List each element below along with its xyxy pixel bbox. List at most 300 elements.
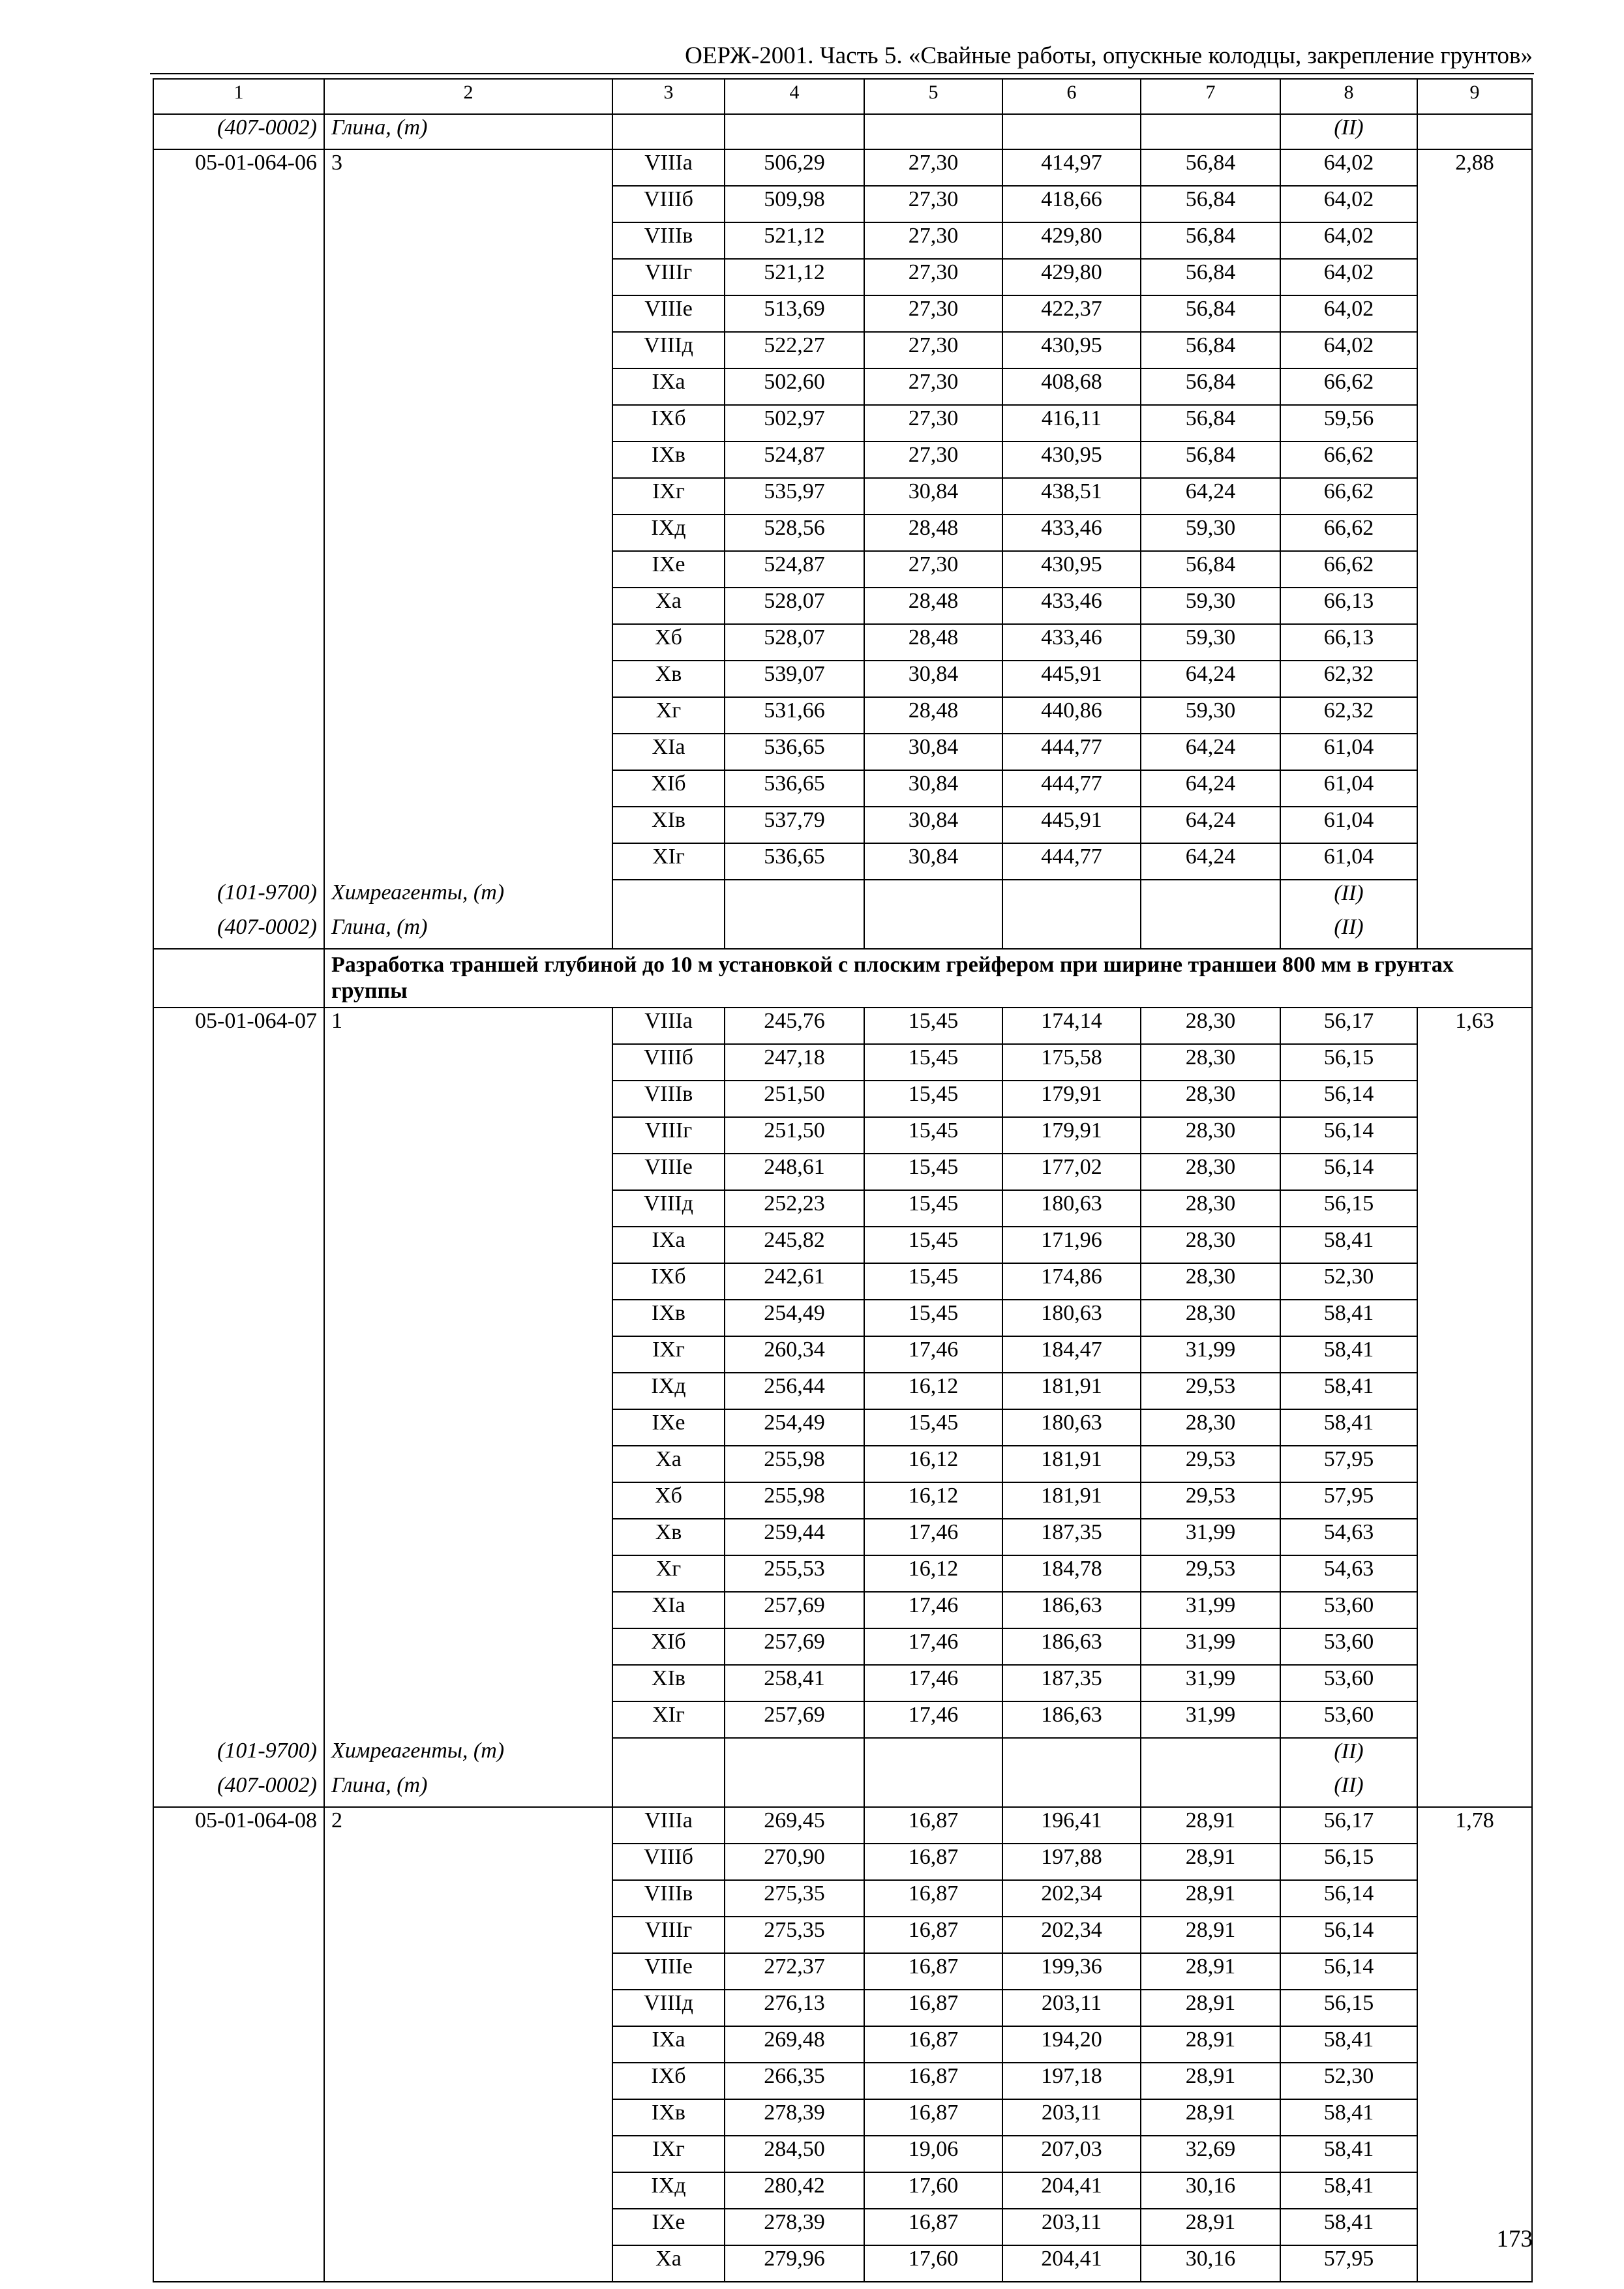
machine-cost: 186,63 (1002, 1592, 1141, 1628)
rate-row (153, 1555, 1532, 1592)
empty-cell (1417, 1917, 1532, 1953)
rate-row (153, 1628, 1532, 1665)
empty-cell (1417, 2099, 1532, 2136)
materials-cost: 53,60 (1280, 1628, 1417, 1665)
empty-cell (153, 2136, 324, 2172)
empty-cell (153, 1263, 324, 1300)
machine-cost: 444,77 (1002, 770, 1141, 807)
column-number: 8 (1280, 79, 1417, 114)
materials-cost: 56,15 (1280, 1990, 1417, 2026)
materials-cost: 58,41 (1280, 1409, 1417, 1446)
machine-cost: 422,37 (1002, 295, 1141, 332)
total-cost: 257,69 (725, 1628, 864, 1665)
wages: 15,45 (864, 1117, 1002, 1154)
empty-cell (324, 2026, 612, 2063)
materials-cost: 61,04 (1280, 770, 1417, 807)
empty-cell (1417, 1336, 1532, 1373)
rate-row (153, 259, 1532, 295)
rate-row (153, 843, 1532, 880)
operator-wages: 56,84 (1141, 222, 1280, 259)
soil-group: Xб (612, 624, 725, 661)
empty-cell (1417, 2136, 1532, 2172)
operator-wages: 30,16 (1141, 2245, 1280, 2282)
wages: 15,45 (864, 1263, 1002, 1300)
empty-cell (1141, 880, 1280, 914)
empty-cell (153, 405, 324, 441)
total-cost: 275,35 (725, 1880, 864, 1917)
wages: 30,84 (864, 661, 1002, 697)
operator-wages: 29,53 (1141, 1482, 1280, 1519)
empty-cell (864, 1773, 1002, 1807)
wages: 27,30 (864, 368, 1002, 405)
empty-cell (153, 1300, 324, 1336)
rate-row (153, 149, 1532, 186)
rate-row (153, 1844, 1532, 1880)
soil-group: Xг (612, 697, 725, 734)
machine-cost: 197,18 (1002, 2063, 1141, 2099)
empty-cell (324, 1300, 612, 1336)
materials-cost: 58,41 (1280, 2099, 1417, 2136)
materials-cost: 61,04 (1280, 807, 1417, 843)
soil-group: VIIIв (612, 1880, 725, 1917)
empty-cell (1417, 441, 1532, 478)
material-row (153, 114, 1532, 149)
machine-cost: 414,97 (1002, 149, 1141, 186)
wages: 15,45 (864, 1154, 1002, 1190)
operator-wages: 31,99 (1141, 1336, 1280, 1373)
operator-wages: 64,24 (1141, 734, 1280, 770)
total-cost: 521,12 (725, 259, 864, 295)
wages: 16,12 (864, 1373, 1002, 1409)
empty-cell (153, 1519, 324, 1555)
rate-row (153, 368, 1532, 405)
empty-cell (1417, 1953, 1532, 1990)
wages: 28,48 (864, 588, 1002, 624)
operator-wages: 28,30 (1141, 1263, 1280, 1300)
material-code: (407-0002) (153, 1773, 324, 1807)
machine-cost: 194,20 (1002, 2026, 1141, 2063)
operator-wages: 28,91 (1141, 2209, 1280, 2245)
materials-cost: 56,15 (1280, 1844, 1417, 1880)
materials-cost: 66,13 (1280, 588, 1417, 624)
total-cost: 245,82 (725, 1227, 864, 1263)
operator-wages: 56,84 (1141, 259, 1280, 295)
empty-cell (1417, 515, 1532, 551)
soil-group: VIIIг (612, 1117, 725, 1154)
empty-cell (153, 949, 324, 1008)
soil-group: IXе (612, 2209, 725, 2245)
wages: 27,30 (864, 332, 1002, 368)
material-unit: (II) (1280, 114, 1417, 149)
empty-cell (1417, 1044, 1532, 1081)
empty-cell (864, 914, 1002, 949)
empty-cell (725, 1773, 864, 1807)
empty-cell (324, 1044, 612, 1081)
wages: 15,45 (864, 1190, 1002, 1227)
total-cost: 528,56 (725, 515, 864, 551)
empty-cell (153, 1917, 324, 1953)
soil-group: VIIIг (612, 259, 725, 295)
materials-cost: 64,02 (1280, 295, 1417, 332)
total-cost: 266,35 (725, 2063, 864, 2099)
rate-row (153, 478, 1532, 515)
total-cost: 247,18 (725, 1044, 864, 1081)
materials-cost: 52,30 (1280, 2063, 1417, 2099)
empty-cell (153, 2245, 324, 2282)
wages: 30,84 (864, 734, 1002, 770)
wages: 30,84 (864, 770, 1002, 807)
soil-group: IXв (612, 441, 725, 478)
page-number: 173 (1496, 2226, 1533, 2252)
rate-row (153, 551, 1532, 588)
wages: 16,87 (864, 2063, 1002, 2099)
empty-cell (324, 515, 612, 551)
wages: 28,48 (864, 624, 1002, 661)
total-cost: 256,44 (725, 1373, 864, 1409)
soil-group: XIв (612, 807, 725, 843)
wages: 30,84 (864, 478, 1002, 515)
soil-group: VIIIе (612, 295, 725, 332)
empty-cell (324, 1628, 612, 1665)
empty-cell (1417, 1081, 1532, 1117)
machine-cost: 186,63 (1002, 1701, 1141, 1738)
labor-hours: 1,63 (1417, 1008, 1532, 1044)
operator-wages: 28,30 (1141, 1081, 1280, 1117)
empty-cell (324, 807, 612, 843)
empty-cell (1417, 1844, 1532, 1880)
empty-cell (153, 1555, 324, 1592)
empty-cell (1417, 697, 1532, 734)
wages: 15,45 (864, 1409, 1002, 1446)
rate-row (153, 697, 1532, 734)
operator-wages: 32,69 (1141, 2136, 1280, 2172)
wages: 15,45 (864, 1227, 1002, 1263)
soil-group: Xв (612, 661, 725, 697)
soil-group: Xа (612, 1446, 725, 1482)
soil-group: IXд (612, 515, 725, 551)
operator-wages: 31,99 (1141, 1665, 1280, 1701)
soil-group: VIIIб (612, 186, 725, 222)
empty-cell (153, 697, 324, 734)
empty-cell (1002, 880, 1141, 914)
machine-cost: 408,68 (1002, 368, 1141, 405)
empty-cell (1417, 1773, 1532, 1807)
total-cost: 536,65 (725, 770, 864, 807)
empty-cell (324, 2136, 612, 2172)
empty-cell (1417, 186, 1532, 222)
empty-cell (324, 332, 612, 368)
wages: 30,84 (864, 843, 1002, 880)
rate-row (153, 734, 1532, 770)
soil-group: VIIIв (612, 222, 725, 259)
rate-row (153, 624, 1532, 661)
wages: 27,30 (864, 295, 1002, 332)
empty-cell (324, 1990, 612, 2026)
empty-cell (324, 1409, 612, 1446)
operator-wages: 28,91 (1141, 1880, 1280, 1917)
empty-cell (1417, 1738, 1532, 1773)
wages: 16,87 (864, 1807, 1002, 1844)
wages: 17,60 (864, 2172, 1002, 2209)
materials-cost: 58,41 (1280, 1336, 1417, 1373)
empty-cell (324, 770, 612, 807)
wages: 16,87 (864, 1844, 1002, 1880)
soil-group: Xг (612, 1555, 725, 1592)
empty-cell (153, 1844, 324, 1880)
machine-cost: 187,35 (1002, 1519, 1141, 1555)
total-cost: 258,41 (725, 1665, 864, 1701)
empty-cell (153, 1592, 324, 1628)
empty-cell (1417, 1628, 1532, 1665)
wages: 16,87 (864, 2209, 1002, 2245)
empty-cell (324, 478, 612, 515)
operator-wages: 30,16 (1141, 2172, 1280, 2209)
rate-row (153, 1665, 1532, 1701)
labor-hours: 1,78 (1417, 1807, 1532, 1844)
rate-row (153, 1990, 1532, 2026)
machine-cost: 203,11 (1002, 2209, 1141, 2245)
materials-cost: 66,13 (1280, 624, 1417, 661)
soil-group: IXа (612, 368, 725, 405)
empty-cell (324, 1880, 612, 1917)
soil-group: Xа (612, 588, 725, 624)
empty-cell (1417, 1154, 1532, 1190)
wages: 16,87 (864, 1917, 1002, 1953)
empty-cell (1002, 1773, 1141, 1807)
empty-cell (725, 914, 864, 949)
material-unit: (II) (1280, 880, 1417, 914)
empty-cell (864, 114, 1002, 149)
soil-group: VIIIа (612, 1008, 725, 1044)
materials-cost: 66,62 (1280, 478, 1417, 515)
empty-cell (612, 1773, 725, 1807)
soil-group: IXг (612, 2136, 725, 2172)
empty-cell (324, 1665, 612, 1701)
total-cost: 278,39 (725, 2099, 864, 2136)
wages: 16,12 (864, 1446, 1002, 1482)
wages: 16,12 (864, 1555, 1002, 1592)
empty-cell (153, 222, 324, 259)
empty-cell (324, 551, 612, 588)
materials-cost: 54,63 (1280, 1519, 1417, 1555)
rate-row (153, 1953, 1532, 1990)
rates-table (153, 78, 1533, 2282)
soil-group: VIIIб (612, 1044, 725, 1081)
operator-wages: 28,30 (1141, 1409, 1280, 1446)
operator-wages: 28,30 (1141, 1227, 1280, 1263)
empty-cell (153, 1373, 324, 1409)
materials-cost: 56,17 (1280, 1008, 1417, 1044)
machine-cost: 444,77 (1002, 734, 1141, 770)
materials-cost: 62,32 (1280, 661, 1417, 697)
total-cost: 284,50 (725, 2136, 864, 2172)
empty-cell (1417, 914, 1532, 949)
empty-cell (1417, 661, 1532, 697)
operator-wages: 56,84 (1141, 295, 1280, 332)
total-cost: 275,35 (725, 1917, 864, 1953)
empty-cell (153, 1990, 324, 2026)
soil-group: IXв (612, 2099, 725, 2136)
empty-cell (324, 1446, 612, 1482)
operator-wages: 28,91 (1141, 2063, 1280, 2099)
machine-cost: 207,03 (1002, 2136, 1141, 2172)
rate-row (153, 441, 1532, 478)
soil-group: IXб (612, 405, 725, 441)
operator-wages: 64,24 (1141, 770, 1280, 807)
empty-cell (153, 1154, 324, 1190)
total-cost: 272,37 (725, 1953, 864, 1990)
wages: 17,46 (864, 1701, 1002, 1738)
total-cost: 245,76 (725, 1008, 864, 1044)
operator-wages: 29,53 (1141, 1446, 1280, 1482)
soil-group: XIб (612, 1628, 725, 1665)
material-row (153, 1738, 1532, 1773)
operator-wages: 28,91 (1141, 1990, 1280, 2026)
wages: 15,45 (864, 1044, 1002, 1081)
rate-row (153, 1263, 1532, 1300)
rate-row (153, 1409, 1532, 1446)
materials-cost: 58,41 (1280, 2172, 1417, 2209)
rate-row (153, 1592, 1532, 1628)
total-cost: 255,98 (725, 1446, 864, 1482)
empty-cell (1417, 624, 1532, 661)
empty-cell (324, 405, 612, 441)
empty-cell (153, 1482, 324, 1519)
wages: 15,45 (864, 1300, 1002, 1336)
empty-cell (1417, 1117, 1532, 1154)
operator-wages: 31,99 (1141, 1592, 1280, 1628)
materials-cost: 53,60 (1280, 1592, 1417, 1628)
materials-cost: 59,56 (1280, 405, 1417, 441)
material-name: Глина, (т) (324, 914, 612, 949)
material-name: Химреагенты, (т) (324, 880, 612, 914)
wages: 30,84 (864, 807, 1002, 843)
empty-cell (324, 2245, 612, 2282)
soil-group: XIг (612, 1701, 725, 1738)
empty-cell (612, 880, 725, 914)
empty-cell (153, 2099, 324, 2136)
machine-cost: 418,66 (1002, 186, 1141, 222)
rate-row (153, 222, 1532, 259)
empty-cell (153, 1628, 324, 1665)
empty-cell (1417, 1300, 1532, 1336)
empty-cell (1417, 1409, 1532, 1446)
materials-cost: 53,60 (1280, 1665, 1417, 1701)
empty-cell (1417, 807, 1532, 843)
rate-row (153, 2099, 1532, 2136)
rate-code: 05-01-064-06 (153, 149, 324, 186)
empty-cell (153, 1953, 324, 1990)
operator-wages: 56,84 (1141, 332, 1280, 368)
empty-cell (1417, 1701, 1532, 1738)
empty-cell (612, 914, 725, 949)
materials-cost: 64,02 (1280, 222, 1417, 259)
total-cost: 509,98 (725, 186, 864, 222)
wages: 27,30 (864, 551, 1002, 588)
rate-row (153, 295, 1532, 332)
operator-wages: 28,30 (1141, 1190, 1280, 1227)
wages: 16,87 (864, 1953, 1002, 1990)
machine-cost: 180,63 (1002, 1409, 1141, 1446)
wages: 27,30 (864, 441, 1002, 478)
total-cost: 280,42 (725, 2172, 864, 2209)
item-number: 3 (324, 149, 612, 186)
empty-cell (324, 697, 612, 734)
empty-cell (1417, 1592, 1532, 1628)
material-name: Химреагенты, (т) (324, 1738, 612, 1773)
total-cost: 531,66 (725, 697, 864, 734)
material-name: Глина, (т) (324, 114, 612, 149)
materials-cost: 56,14 (1280, 1953, 1417, 1990)
empty-cell (1417, 770, 1532, 807)
empty-cell (153, 624, 324, 661)
machine-cost: 204,41 (1002, 2172, 1141, 2209)
empty-cell (153, 1446, 324, 1482)
empty-cell (153, 1701, 324, 1738)
materials-cost: 64,02 (1280, 259, 1417, 295)
empty-cell (153, 441, 324, 478)
soil-group: IXб (612, 2063, 725, 2099)
operator-wages: 28,91 (1141, 2026, 1280, 2063)
total-cost: 502,97 (725, 405, 864, 441)
empty-cell (324, 1190, 612, 1227)
total-cost: 521,12 (725, 222, 864, 259)
empty-cell (324, 1953, 612, 1990)
soil-group: VIIIа (612, 149, 725, 186)
materials-cost: 56,15 (1280, 1044, 1417, 1081)
empty-cell (725, 114, 864, 149)
material-row (153, 880, 1532, 914)
empty-cell (324, 1227, 612, 1263)
machine-cost: 197,88 (1002, 1844, 1141, 1880)
empty-cell (1417, 734, 1532, 770)
soil-group: IXв (612, 1300, 725, 1336)
soil-group: Xв (612, 1519, 725, 1555)
empty-cell (324, 1336, 612, 1373)
empty-cell (324, 2209, 612, 2245)
empty-cell (1417, 259, 1532, 295)
machine-cost: 177,02 (1002, 1154, 1141, 1190)
operator-wages: 28,91 (1141, 1917, 1280, 1953)
rate-row (153, 2172, 1532, 2209)
total-cost: 528,07 (725, 624, 864, 661)
wages: 16,87 (864, 2026, 1002, 2063)
machine-cost: 179,91 (1002, 1081, 1141, 1117)
material-unit: (II) (1280, 914, 1417, 949)
material-row (153, 914, 1532, 949)
column-number: 1 (153, 79, 324, 114)
empty-cell (1417, 1880, 1532, 1917)
machine-cost: 204,41 (1002, 2245, 1141, 2282)
empty-cell (153, 368, 324, 405)
material-row (153, 1773, 1532, 1807)
materials-cost: 58,41 (1280, 2026, 1417, 2063)
materials-cost: 52,30 (1280, 1263, 1417, 1300)
rate-row (153, 515, 1532, 551)
material-unit: (II) (1280, 1738, 1417, 1773)
empty-cell (324, 2099, 612, 2136)
total-cost: 535,97 (725, 478, 864, 515)
empty-cell (324, 1701, 612, 1738)
total-cost: 255,98 (725, 1482, 864, 1519)
empty-cell (1417, 332, 1532, 368)
empty-cell (1417, 1263, 1532, 1300)
machine-cost: 181,91 (1002, 1373, 1141, 1409)
machine-cost: 430,95 (1002, 441, 1141, 478)
operator-wages: 56,84 (1141, 149, 1280, 186)
empty-cell (324, 1373, 612, 1409)
empty-cell (153, 1665, 324, 1701)
